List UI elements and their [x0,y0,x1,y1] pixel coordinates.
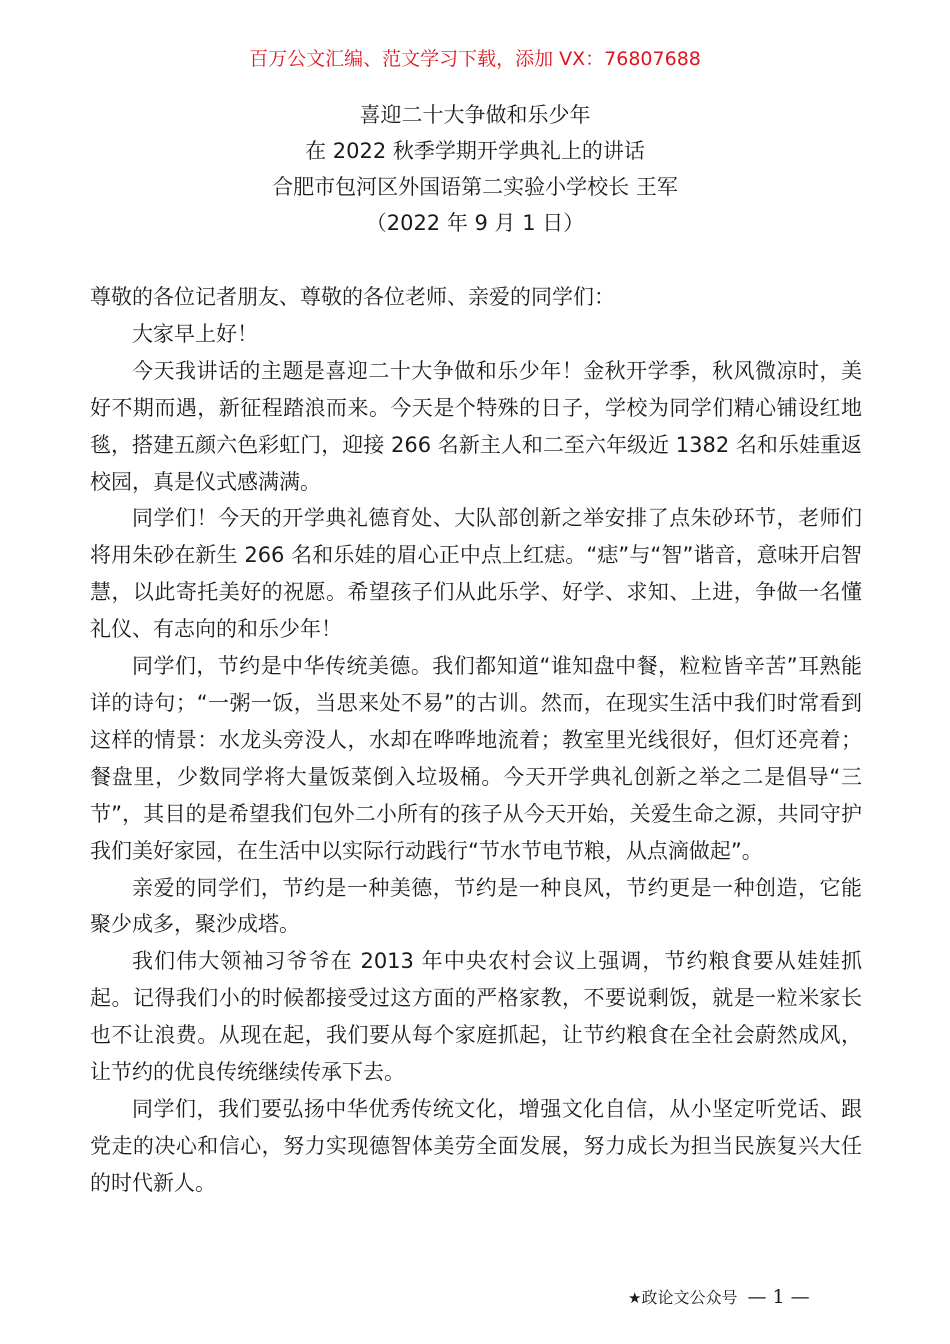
salutation: 尊敬的各位记者朋友、尊敬的各位老师、亲爱的同学们： [90,285,615,309]
speaker-line: 合肥市包河区外国语第二实验小学校长 王军 [272,175,678,199]
promo-banner: 百万公文汇编、范文学习下载，添加 VX：76807688 [249,48,701,70]
speech-title: 喜迎二十大争做和乐少年 [359,103,591,127]
page-number: — 1 — [747,1286,810,1308]
paragraph: 亲爱的同学们，节约是一种美德，节约是一种良风，节约更是一种创造，它能聚少成多，聚沙成塔。 [90,875,862,937]
footer-label: 政论文公众号 [641,1288,738,1307]
star-icon: ★ [628,1289,642,1307]
page-footer [628,1285,810,1310]
paragraph: 今天我讲话的主题是喜迎二十大争做和乐少年！金秋开学季，秋风微凉时，美好不期而遇，新征程踏浪而来。今天是个特殊的日子，学校为同学们精心铺设红地毯，搭建五颜六色彩虹门，迎接 266 名新主人和二至六年级近 1382 名和乐娃重返校园，真是仪式感满满。 [90,358,862,494]
paragraph: 我们伟大领袖习爷爷在 2013 年中央农村会议上强调，节约粮食要从娃娃抓起。记得我们小的时候都接受过这方面的严格家教，不要说剩饭，就是一粒米家长也不让浪费。从现在起，我们要从每个家庭抓起，让节约粮食在全社会蔚然成风，让节约的优良传统继续传承下去。 [90,949,862,1085]
paragraph: 大家早上好！ [132,321,258,346]
speech-date: （2022 年 9 月 1 日） [365,211,585,235]
speech-body [90,279,862,1202]
document-title-block [0,97,950,241]
paragraph: 同学们，我们要弘扬中华优秀传统文化，增强文化自信，从小坚定听党话、跟党走的决心和信心，努力实现德智体美劳全面发展，努力成长为担当民族复兴大任的时代新人。 [90,1096,862,1195]
paragraph: 同学们，节约是中华传统美德。我们都知道“谁知盘中餐，粒粒皆辛苦”耳熟能详的诗句；“一粥一饭，当思来处不易”的古训。然而，在现实生活中我们时常看到这样的情景：水龙头旁没人，水却在哗哗地流着；教室里光线很好，但灯还亮着；餐盘里，少数同学将大量饭菜倒入垃圾桶。今天开学典礼创新之举之二是倡导“三节”，其目的是希望我们包外二小所有的孩子从今天开始，关爱生命之源，共同守护我们美好家园，在生活中以实际行动践行“节水节电节粮，从点滴做起”。 [90,654,862,863]
speech-occasion: 在 2022 秋季学期开学典礼上的讲话 [305,139,645,163]
paragraph: 同学们！今天的开学典礼德育处、大队部创新之举安排了点朱砂环节，老师们将用朱砂在新生 266 名和乐娃的眉心正中点上红痣。“痣”与“智”谐音，意味开启智慧，以此寄托美好的祝愿。希望孩子们从此乐学、好学、求知、上进，争做一名懂礼仪、有志向的和乐少年！ [90,506,862,642]
